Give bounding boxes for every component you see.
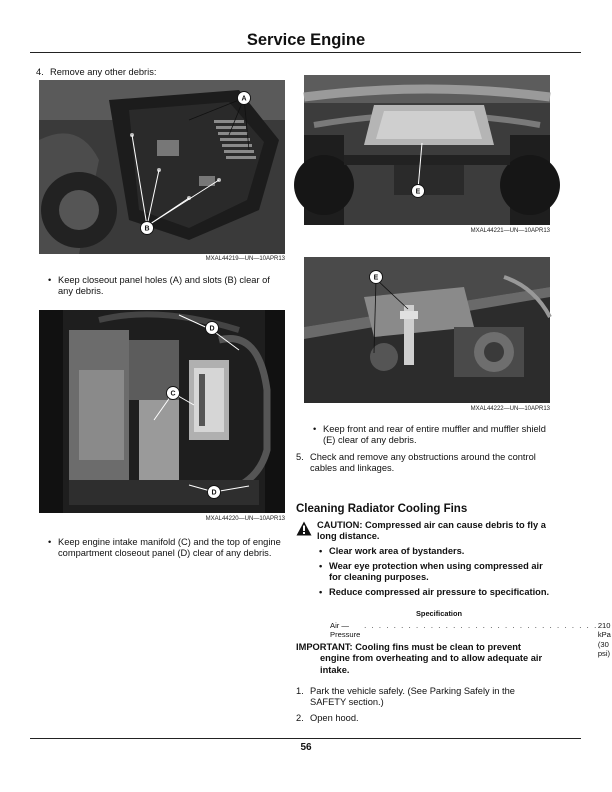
step-text: Check and remove any obstructions around the control cables and linkages. — [310, 452, 536, 474]
caution-text: CAUTION: Compressed air can cause debris to fly a long distance. — [317, 520, 546, 542]
caution-item-text: Wear eye protection when using compressed air for cleaning purposes. — [329, 561, 543, 583]
figure-id: MXAL44219—UN—10APR13 — [205, 256, 285, 262]
bullet-text: Keep engine intake manifold (C) and the top of engine compartment closeout panel (D) clear of any debris. — [58, 537, 281, 559]
caution-item: • Clear work area of bystanders. — [319, 546, 465, 556]
callout-e-label: E — [415, 188, 421, 196]
callout-d-top-label: D — [209, 325, 215, 333]
figure-id: MXAL44221—UN—10APR13 — [470, 228, 550, 234]
figure-engine-compartment — [39, 310, 285, 513]
spec-heading: Specification — [416, 609, 462, 618]
figure-id: MXAL44220—UN—10APR13 — [205, 516, 285, 522]
section-heading: Cleaning Radiator Cooling Fins — [296, 503, 468, 515]
caution-item-text: Reduce compressed air pressure to specification. — [329, 587, 550, 597]
step-text: Park the vehicle safely. (See Parking Safely in the SAFETY section.) — [310, 686, 515, 708]
step-number: 5. — [296, 452, 304, 462]
bullet-closeout: • Keep closeout panel holes (A) and slots (B) clear of any debris. — [46, 275, 286, 298]
page-title: Service Engine — [246, 31, 366, 49]
caution-item: • Reduce compressed air pressure to specification. — [319, 587, 550, 597]
figure-closeout-panel — [39, 80, 285, 254]
callout-c-label: C — [170, 390, 176, 398]
step-2 — [296, 713, 550, 724]
caution-item: • Wear eye protection when using compressed air for cleaning purposes. — [317, 561, 551, 584]
spec-label: Air — Pressure — [330, 621, 361, 640]
step-4 — [36, 67, 286, 78]
step-number: 1. — [296, 686, 304, 696]
important-note: IMPORTANT: Cooling fins must be clean to prevent engine from overheating and to allow adequate air intake. — [296, 642, 543, 675]
spec-leader-dots: . . . . . . . . . . . . . . . . . . . . . . . . . . . . . . . . — [360, 621, 598, 630]
figure-muffler-front — [304, 257, 550, 403]
bullet-text: Keep closeout panel holes (A) and slots (B) clear of any debris. — [58, 275, 270, 297]
callout-b-label: B — [144, 225, 150, 233]
step-number: 2. — [296, 713, 304, 723]
figure-muffler-rear — [304, 75, 550, 225]
callout-e-label: E — [373, 274, 379, 282]
spec-value: 210 kPa (30 psi) — [597, 621, 611, 658]
caution-item-text: Clear work area of bystanders. — [329, 546, 465, 556]
footer-rule — [30, 738, 581, 739]
header-rule — [30, 52, 581, 53]
callout-a-label: A — [241, 95, 247, 103]
callout-d-bottom-label: D — [211, 489, 217, 497]
page-number: 56 — [300, 742, 312, 753]
step-number: 4. — [36, 67, 44, 77]
step-text: Open hood. — [310, 713, 359, 723]
warning-triangle-icon — [296, 521, 312, 537]
step-5 — [296, 452, 550, 475]
bullet-muffler: • Keep front and rear of entire muffler and muffler shield (E) clear of any debris. — [311, 424, 551, 447]
figure-id: MXAL44222—UN—10APR13 — [470, 406, 550, 412]
step-text: Remove any other debris: — [50, 67, 157, 77]
bullet-text: Keep front and rear of entire muffler and muffler shield (E) clear of any debris. — [323, 424, 546, 446]
bullet-intake: • Keep engine intake manifold (C) and the top of engine compartment closeout panel (D) clear of any debris. — [46, 537, 286, 560]
step-1 — [296, 686, 550, 709]
